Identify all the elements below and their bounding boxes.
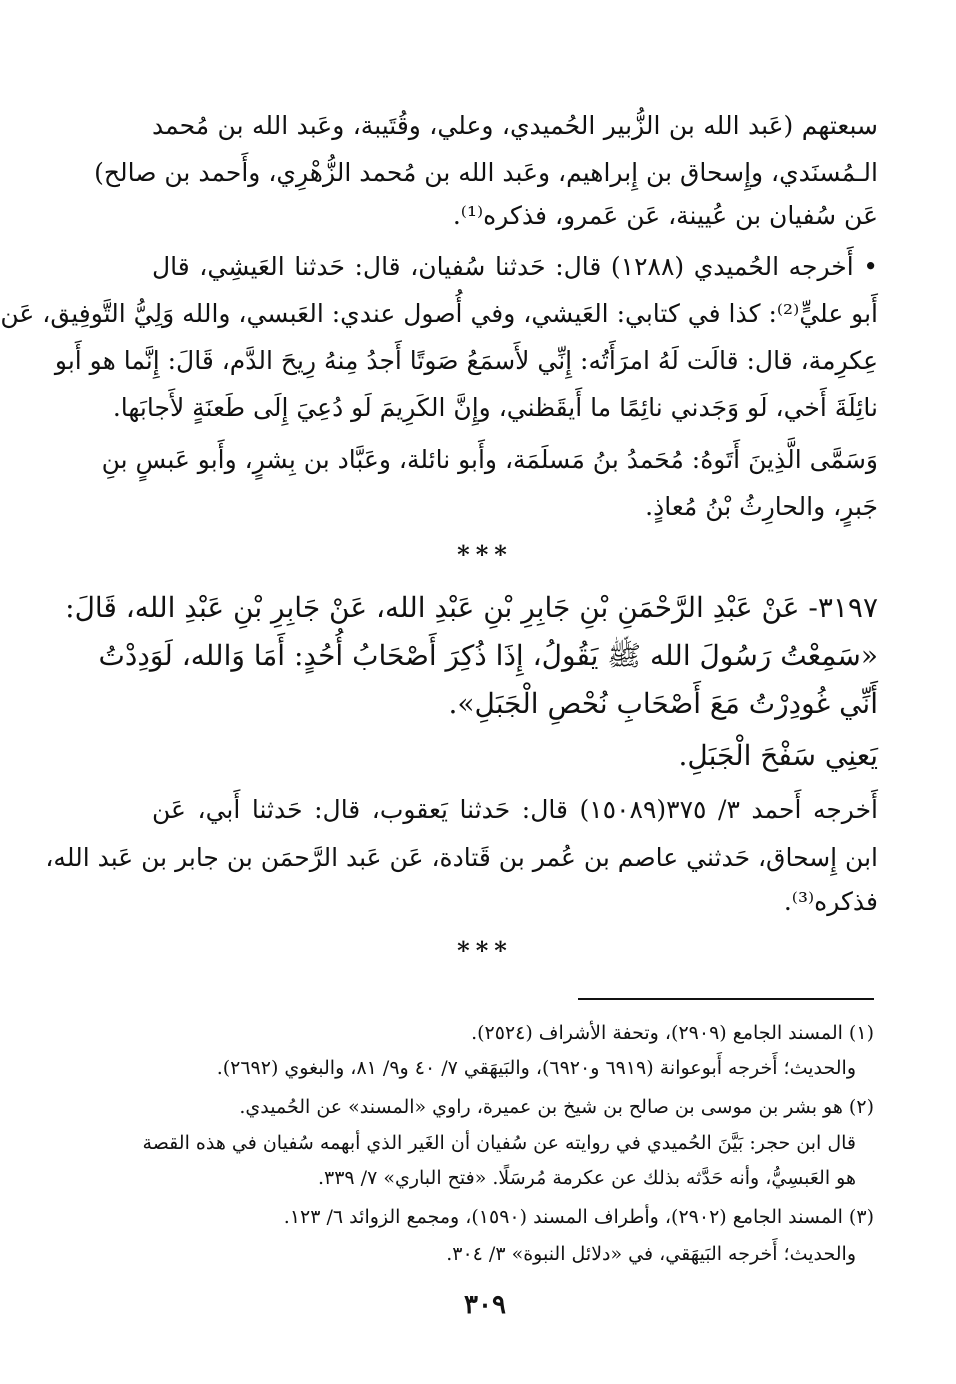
text-line: نائِلَةَ أَخي، لَو وَجَدني نائِمًا ما أَيقَظني، وإِنَّ الكَرِيمَ لَو دُعِيَ إِلَى طَعنَةٍ لأَجابَها. bbox=[112, 393, 878, 422]
section-separator: *** bbox=[457, 936, 513, 965]
footnote-line: قال ابن حجر: بَيَّنَ الحُميدي في روايته عن سُفيان أن الغَير الذي أبهمه سُفيان في هذه القصة bbox=[142, 1132, 856, 1154]
footnote-line: (٣) المسند الجامع (٢٩٠٢)، وأطراف المسند (١٥٩٠)، ومجمع الزوائد ٦/ ١٢٣. bbox=[283, 1206, 874, 1228]
section-separator: *** bbox=[457, 540, 513, 569]
text-line: عَن سُفيان بن عُيينة، عَن عَمرو، فذكره⁽¹⁾. bbox=[452, 201, 878, 230]
text-line: • أَخرجه الحُميدي (١٢٨٨) قال: حَدثنا سُفيان، قال: حَدثنا العَيشِي، قال bbox=[152, 252, 879, 281]
text-line: أَخرجه أَحمد ٣/ ٣٧٥(١٥٠٨٩) قال: حَدثنا يَعقوب، قال: حَدثنا أَبي، عَن bbox=[152, 795, 879, 824]
text-line: جَبرٍ، والحارِثُ بْنُ مُعاذٍ. bbox=[645, 492, 878, 521]
footnote-line: والحديث؛ أَخرجه أَبوعوانة (٦٩١٩ و٦٩٢٠)، والبَيهَقي ٧/ ٤٠ و٩/ ٨١، والبغوي (٢٦٩٢). bbox=[216, 1057, 856, 1079]
text-line: وَسَمَّى الَّذِينَ أَتَوهُ: مُحَمدُ بنُ مَسلَمَة، وأَبو نائلة، وعَبَّاد بن بِشرٍ، وأَبو عَبسٍ بنِ bbox=[101, 445, 878, 474]
hadith-line: «سَمِعْتُ رَسُولَ الله ﷺ يَقُولُ، إِذَا ذُكِرَ أَصْحَابُ أُحُدٍ: أَمَا وَالله، لَوَدِدْتُ bbox=[98, 639, 878, 672]
text-line: ابن إِسحاق، حَدثني عاصم بن عُمر بن قَتادة، عَن عَبد الرَّحمَن بن جابر بن عَبد الله، bbox=[45, 843, 878, 872]
hadith-line: أَنِّي غُودِرْتُ مَعَ أَصْحَابِ نُحْصِ الْجَبَلِ». bbox=[448, 687, 878, 720]
footnote-divider bbox=[578, 998, 874, 1000]
footnote-line: (٢) هو بشر بن موسى بن صالح بن شيخ بن عميرة، راوي «المسند» عن الحُميدي. bbox=[239, 1096, 874, 1118]
page-number: ٣٠٩ bbox=[464, 1290, 506, 1320]
hadith-line: ٣١٩٧- عَنْ عَبْدِ الرَّحْمَنِ بْنِ جَابِرِ بْنِ عَبْدِ الله، عَنْ جَابِرِ بْنِ عَبْدِ الله، قَالَ: bbox=[65, 591, 878, 624]
footnote-line: (١) المسند الجامع (٢٩٠٩)، وتحفة الأشراف (٢٥٢٤). bbox=[471, 1022, 874, 1044]
text-line: أَبو عليٍّ⁽²⁾: كذا في كتابي: العَيشي، وفي أُصول عندي: العَبسي، والله وَلِيُّ التَّوفِيق، عَن bbox=[0, 299, 878, 328]
text-line: سبعتهم (عَبد الله بن الزُّبير الحُميدي، وعلي، وقُتَيبة، وعَبد الله بن مُحمد bbox=[152, 111, 878, 140]
text-line: فذكره⁽³⁾. bbox=[783, 887, 878, 916]
footnote-line: هو العَبسِيُّ، وأنه حَدَّثه بذلك عن عكرمة مُرسَلًا. «فتح الباري» ٧/ ٣٣٩. bbox=[317, 1167, 856, 1189]
hadith-line: يَعنِي سَفْحَ الْجَبَلِ. bbox=[678, 739, 878, 772]
footnote-line: والحديث؛ أَخرجه البَيهَقي، في «دلائل النبوة» ٣/ ٣٠٤. bbox=[446, 1243, 856, 1265]
text-line: عِكرِمة، قال: قالَت لَهُ امرَأَتُه: إِنِّي لأَسمَعُ صَوتًا أَجدُ مِنهُ رِيحَ الدَّم، قَالَ: إِنَّما هو أَبو bbox=[54, 346, 878, 375]
text-line: الـمُسنَدي، وإِسحاق بن إِبراهيم، وعَبد الله بن مُحمد الزُّهْرِي، وأَحمد بن صالح) bbox=[94, 158, 878, 187]
